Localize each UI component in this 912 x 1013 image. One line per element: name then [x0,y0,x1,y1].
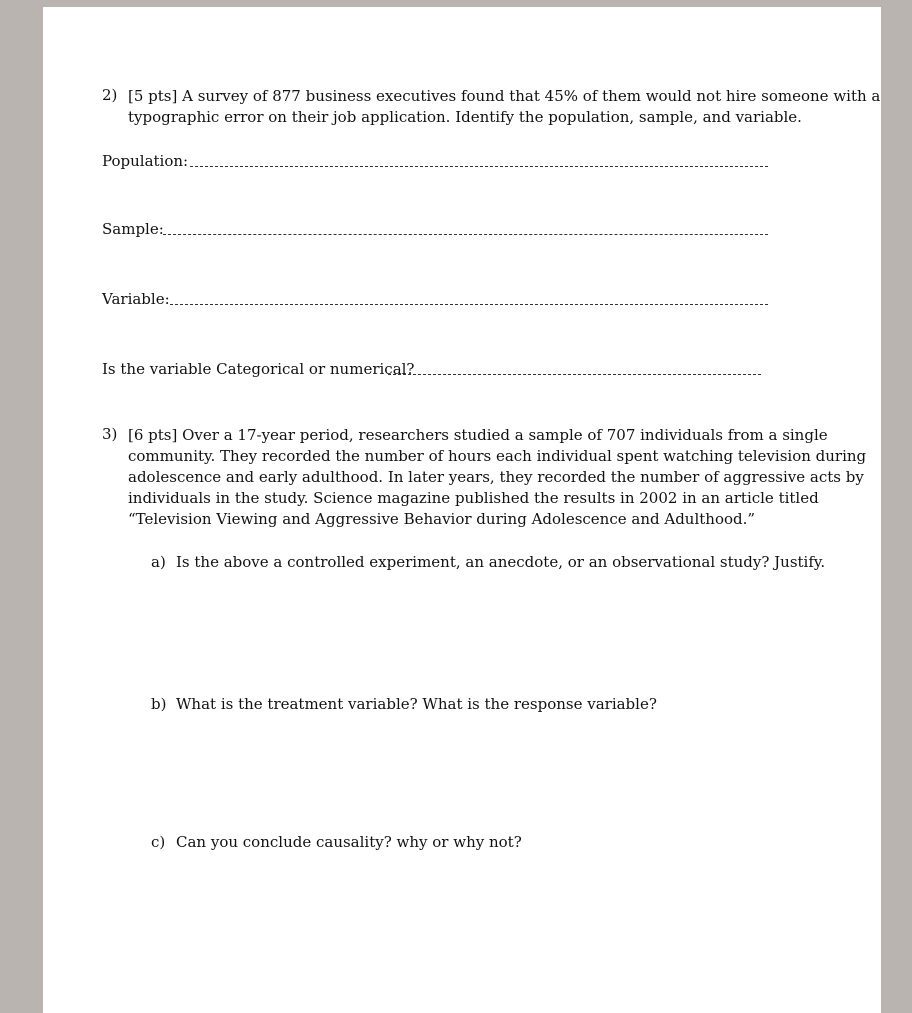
sample-answer-line[interactable] [163,234,768,235]
q2-text-2: typographic error on their job application. Identify the population, sample, and variable. [128,108,802,126]
q3-text-5: “Television Viewing and Aggressive Behavior during Adolescence and Adulthood.” [128,510,756,528]
q3-part-c-text: Can you conclude causality? why or why not? [176,833,522,851]
population-answer-line[interactable] [190,166,768,167]
variable-answer-line[interactable] [170,304,768,305]
q3-text-4: individuals in the study. Science magazine published the results in 2002 in an article titled [128,489,819,507]
categorical-question-label: Is the variable Categorical or numerical? [102,360,415,378]
sample-label: Sample: [102,220,164,238]
q3-points: [6 pts] [128,426,178,444]
q3-part-a-letter: a) [151,553,166,571]
q3-line1 [128,425,828,446]
categorical-answer-line[interactable] [388,374,761,375]
q2-text-1: A survey of 877 business executives found that 45% of them would not hire someone with a [182,87,881,105]
worksheet-page [43,7,881,1013]
variable-label: Variable: [102,290,170,308]
q3-part-a-text: Is the above a controlled experiment, an anecdote, or an observational study? Justify. [176,553,826,571]
q2-number: 2) [102,86,118,104]
q3-text-1: Over a 17-year period, researchers studied a sample of 707 individuals from a single [182,426,828,444]
population-label: Population: [102,152,189,170]
q3-number: 3) [102,425,118,443]
q2-line1 [128,86,880,107]
q2-points: [5 pts] [128,87,178,105]
q3-text-3: adolescence and early adulthood. In later years, they recorded the number of aggressive acts by [128,468,864,486]
q3-part-b-text: What is the treatment variable? What is the response variable? [176,695,657,713]
q3-part-c-letter: c) [151,833,166,851]
q3-text-2: community. They recorded the number of hours each individual spent watching television during [128,447,867,465]
q3-part-b-letter: b) [151,695,167,713]
